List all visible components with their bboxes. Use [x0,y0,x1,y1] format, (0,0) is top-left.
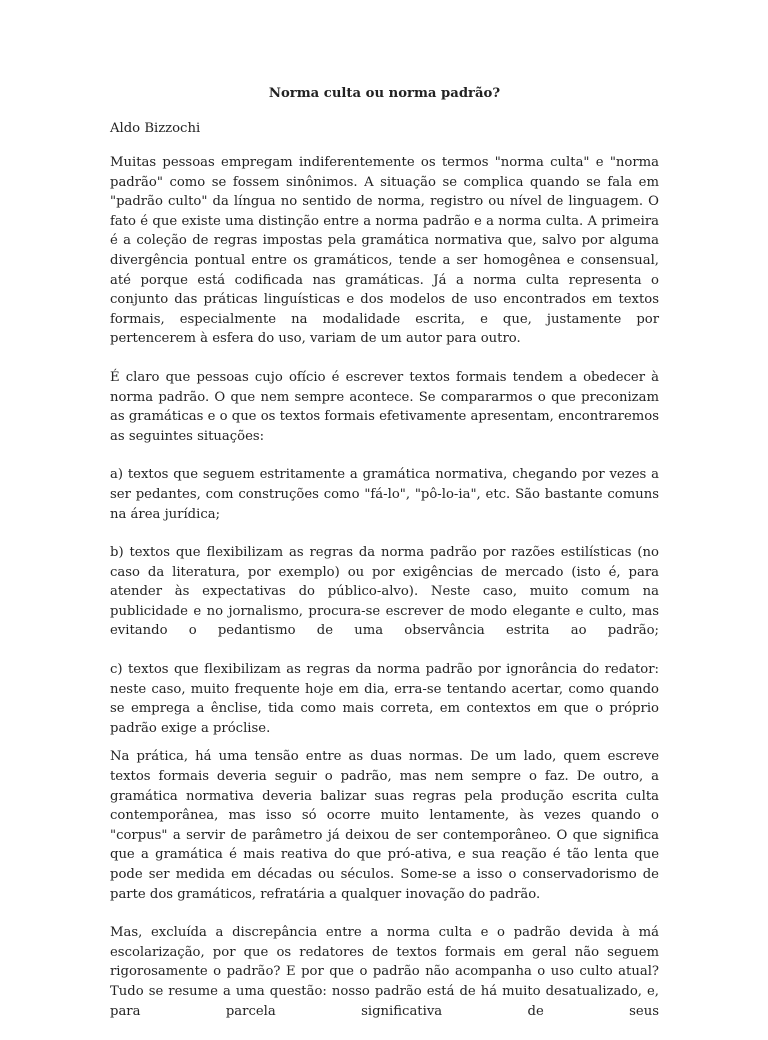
document-title: Norma culta ou norma padrão? [268,86,501,101]
paragraph-7: Mas, excluída a discrepância entre a norma culta e o padrão devida à má escolarização, por que os redatores de textos formais em geral não seguem rigorosamente o padrão? E por que o padrão não acompanha o uso culto atual? Tudo se resume a uma questão: nosso padrão está de há muito desatualizado, e, para parcela significativa de seus [110,925,659,1019]
paragraph-6: Na prática, há uma tensão entre as duas normas. De um lado, quem escreve textos formais deveria seguir o padrão, mas nem sempre o faz. De outro, a gramática normativa deveria balizar suas regras pela produção escrita culta contemporânea, mas isso só ocorre muito lentamente, às vezes quando o "corpus" a servir de parâmetro já deixou de ser contemporâneo. O que significa que a gramática é mais reativa do que pró-ativa, e sua reação é tão lenta que pode ser medida em décadas ou séculos. Some-se a isso o conservadorismo de parte dos gramáticos, refratária a qualquer inovação do padrão. [110,749,659,902]
document-page [110,84,659,1040]
document-author: Aldo Bizzochi [110,121,201,136]
paragraph-4: b) textos que flexibilizam as regras da norma padrão por razões estilísticas (no caso da literatura, por exemplo) ou por exigências de mercado (isto é, para atender às expectativas do público-alvo). Neste caso, muito comum na publicidade e no jornalismo, procura-se escrever de modo elegante e culto, mas evitando o pedantismo de uma observância estrita ao padrão; [110,545,659,639]
paragraph-1: Muitas pessoas empregam indiferentemente os termos "norma culta" e "norma padrão" como se fossem sinônimos. A situação se complica quando se fala em "padrão culto" da língua no sentido de norma, registro ou nível de linguagem. O fato é que existe uma distinção entre a norma padrão e a norma culta. A primeira é a coleção de regras impostas pela gramática normativa que, salvo por alguma divergência pontual entre os gramáticos, tende a ser homogênea e consensual, até porque está codificada nas gramáticas. Já a norma culta representa o conjunto das práticas linguísticas e dos modelos de uso encontrados em textos formais, especialmente na modalidade escrita, e que, justamente por pertencerem à esfera do uso, variam de um autor para outro. [110,155,659,347]
paragraph-3: a) textos que seguem estritamente a gramática normativa, chegando por vezes a ser pedantes, com construções como "fá-lo", "pô-lo-ia", etc. São bastante comuns na área jurídica; [110,467,659,522]
paragraph-5: c) textos que flexibilizam as regras da norma padrão por ignorância do redator: neste caso, muito frequente hoje em dia, erra-se tentando acertar, como quando se emprega a ênclise, tida como mais correta, em contextos em que o próprio padrão exige a próclise. [110,662,659,736]
paragraph-2: É claro que pessoas cujo ofício é escrever textos formais tendem a obedecer à norma padrão. O que nem sempre acontece. Se compararmos o que preconizam as gramáticas e o que os textos formais efetivamente apresentam, encontraremos as seguintes situações: [110,369,659,444]
